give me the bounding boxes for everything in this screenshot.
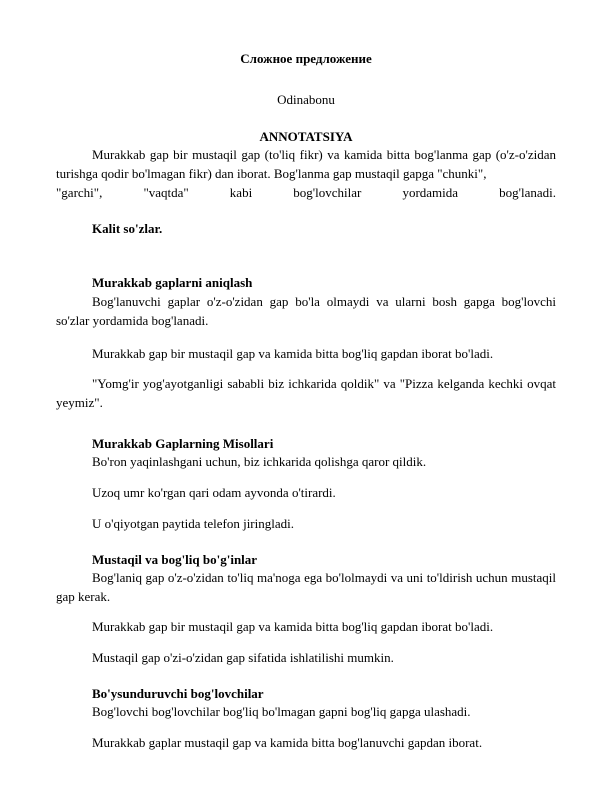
section-3-paragraph-1: Bog'laniq gap o'z-o'zidan to'liq ma'noga ega bo'lolmaydi va uni to'ldirish uchun mustaqil gap kerak.	[56, 570, 556, 604]
section-1-paragraph-3: "Yomg'ir yog'ayotganligi sababli biz ichkarida qoldik" va "Pizza kelganda kechki ovqat yeymiz".	[56, 376, 556, 410]
section-3-paragraph-2: Murakkab gap bir mustaqil gap va kamida bitta bog'liq gapdan iborat bo'ladi.	[92, 619, 494, 634]
annotation-text-part2: "garchi", "vaqtda" kabi bog'lovchilar yordamida bog'lanadi.	[56, 185, 556, 200]
section-2-paragraph-1: Bo'ron yaqinlashgani uchun, biz ichkarida qolishga qaror qildik.	[92, 454, 427, 469]
section-1-paragraph-1: Bog'lanuvchi gaplar o'z-o'zidan gap bo'la olmaydi va ularni bosh gapga bog'lovchi so'zlar yordamida bog'lanadi.	[56, 294, 556, 328]
section-1-paragraph-2: Murakkab gap bir mustaqil gap va kamida bitta bog'liq gapdan iborat bo'ladi.	[92, 346, 494, 361]
section-2-paragraph-3: U o'qiyotgan paytida telefon jiringladi.	[92, 516, 294, 531]
section-heading-1: Murakkab gaplarni aniqlash	[92, 275, 253, 290]
section-heading-2: Murakkab Gaplarning Misollari	[92, 436, 274, 451]
section-heading-4: Bo'ysunduruvchi bog'lovchilar	[92, 686, 264, 701]
section-heading-3: Mustaqil va bog'liq bo'g'inlar	[92, 552, 258, 567]
section-4-paragraph-2: Murakkab gaplar mustaqil gap va kamida bitta bog'lanuvchi gapdan iborat.	[92, 735, 483, 750]
section-4-paragraph-1: Bog'lovchi bog'lovchilar bog'liq bo'lmagan gapni bog'liq gapga ulashadi.	[92, 704, 471, 719]
document-title: Сложное предложение	[240, 51, 372, 66]
section-3-paragraph-3: Mustaqil gap o'zi-o'zidan gap sifatida ishlatilishi mumkin.	[92, 650, 394, 665]
author-name: Odinabonu	[277, 92, 335, 107]
section-2-paragraph-2: Uzoq umr ko'rgan qari odam ayvonda o'tirardi.	[92, 485, 336, 500]
annotation-text-part1: Murakkab gap bir mustaqil gap (to'liq fikr) va kamida bitta bog'lanma gap (o'z-o'zidan turishga qodir bo'lmagan fikr) dan iborat. Bog'lanma gap mustaqil gapga "chunki",	[56, 147, 556, 181]
annotation-heading: ANNOTATSIYA	[259, 129, 353, 144]
annotation-paragraph	[56, 145, 556, 202]
keywords-label: Kalit so'zlar.	[92, 221, 163, 236]
